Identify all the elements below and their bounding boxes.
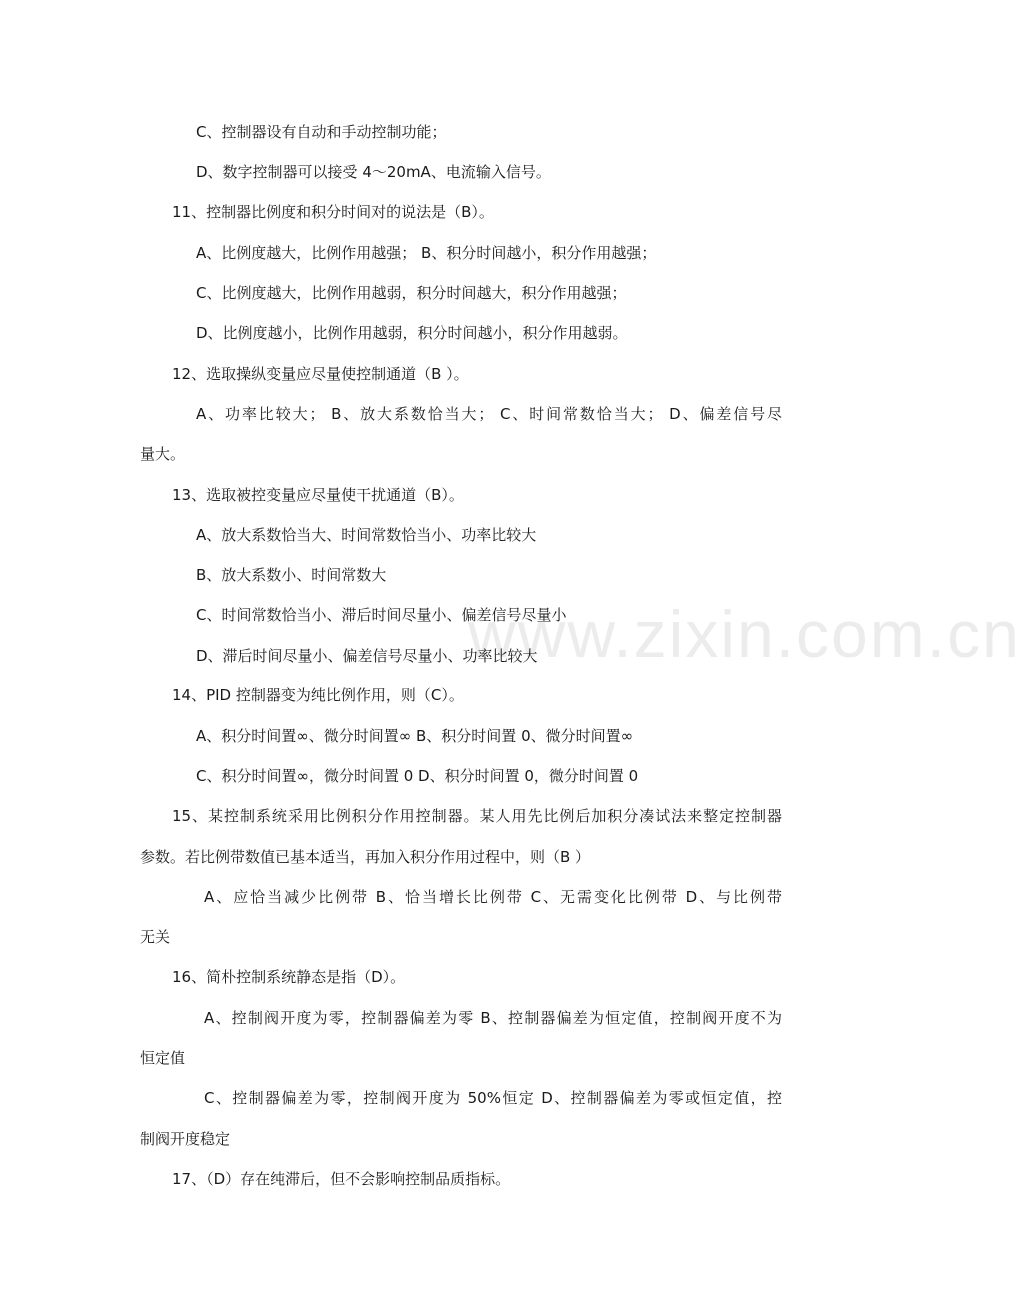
option-line-cont: 恒定值 bbox=[140, 1049, 186, 1067]
question-line: 11、控制器比例度和积分时间对的说法是（B）。 bbox=[172, 203, 494, 221]
option-line: C、比例度越大，比例作用越弱，积分时间越大，积分作用越强； bbox=[196, 284, 627, 302]
question-line: 12、选取操纵变量应尽量使控制通道（B ）。 bbox=[172, 365, 469, 383]
watermark: www.zixin.com.cn bbox=[468, 597, 1021, 671]
option-line: C、控制器偏差为零，控制阀开度为 50%恒定 D、控制器偏差为零或恒定值，控 bbox=[204, 1089, 782, 1107]
option-line: D、比例度越小，比例作用越弱，积分时间越小，积分作用越弱。 bbox=[196, 324, 628, 342]
option-line: A、应恰当减少比例带 B、恰当增长比例带 C、无需变化比例带 D、与比例带 bbox=[204, 888, 782, 906]
option-line: A、积分时间置∞、微分时间置∞ B、积分时间置 0、微分时间置∞ bbox=[196, 727, 634, 745]
option-line: B、放大系数小、时间常数大 bbox=[196, 566, 387, 584]
question-line: 16、简朴控制系统静态是指（D）。 bbox=[172, 968, 406, 986]
option-line: D、滞后时间尽量小、偏差信号尽量小、功率比较大 bbox=[196, 647, 538, 665]
question-line: 17、（D）存在纯滞后，但不会影响控制品质指标。 bbox=[172, 1170, 511, 1188]
option-line: A、放大系数恰当大、时间常数恰当小、功率比较大 bbox=[196, 526, 537, 544]
option-line-cont: 无关 bbox=[140, 928, 171, 946]
option-line: A、功率比较大； B、放大系数恰当大； C、时间常数恰当大； D、偏差信号尽 bbox=[196, 405, 782, 423]
option-line: A、比例度越大，比例作用越强； B、积分时间越小，积分作用越强； bbox=[196, 244, 657, 262]
question-line: 14、PID 控制器变为纯比例作用，则（C）。 bbox=[172, 686, 464, 704]
option-line-cont: 制阀开度稳定 bbox=[140, 1130, 231, 1148]
option-line: D、数字控制器可以接受 4～20mA、电流输入信号。 bbox=[196, 163, 551, 181]
option-line: A、控制阀开度为零，控制器偏差为零 B、控制器偏差为恒定值，控制阀开度不为 bbox=[204, 1009, 782, 1027]
option-line-cont: 量大。 bbox=[140, 445, 186, 463]
option-line: C、积分时间置∞，微分时间置 0 D、积分时间置 0，微分时间置 0 bbox=[196, 767, 639, 785]
question-line: 15、某控制系统采用比例积分作用控制器。某人用先比例后加积分凑试法来整定控制器 bbox=[172, 807, 782, 825]
option-line: C、时间常数恰当小、滞后时间尽量小、偏差信号尽量小 bbox=[196, 606, 567, 624]
option-line: C、控制器设有自动和手动控制功能； bbox=[196, 123, 447, 141]
question-line: 13、选取被控变量应尽量使干扰通道（B）。 bbox=[172, 486, 464, 504]
question-line-cont: 参数。若比例带数值已基本适当，再加入积分作用过程中，则（B ） bbox=[140, 848, 591, 866]
